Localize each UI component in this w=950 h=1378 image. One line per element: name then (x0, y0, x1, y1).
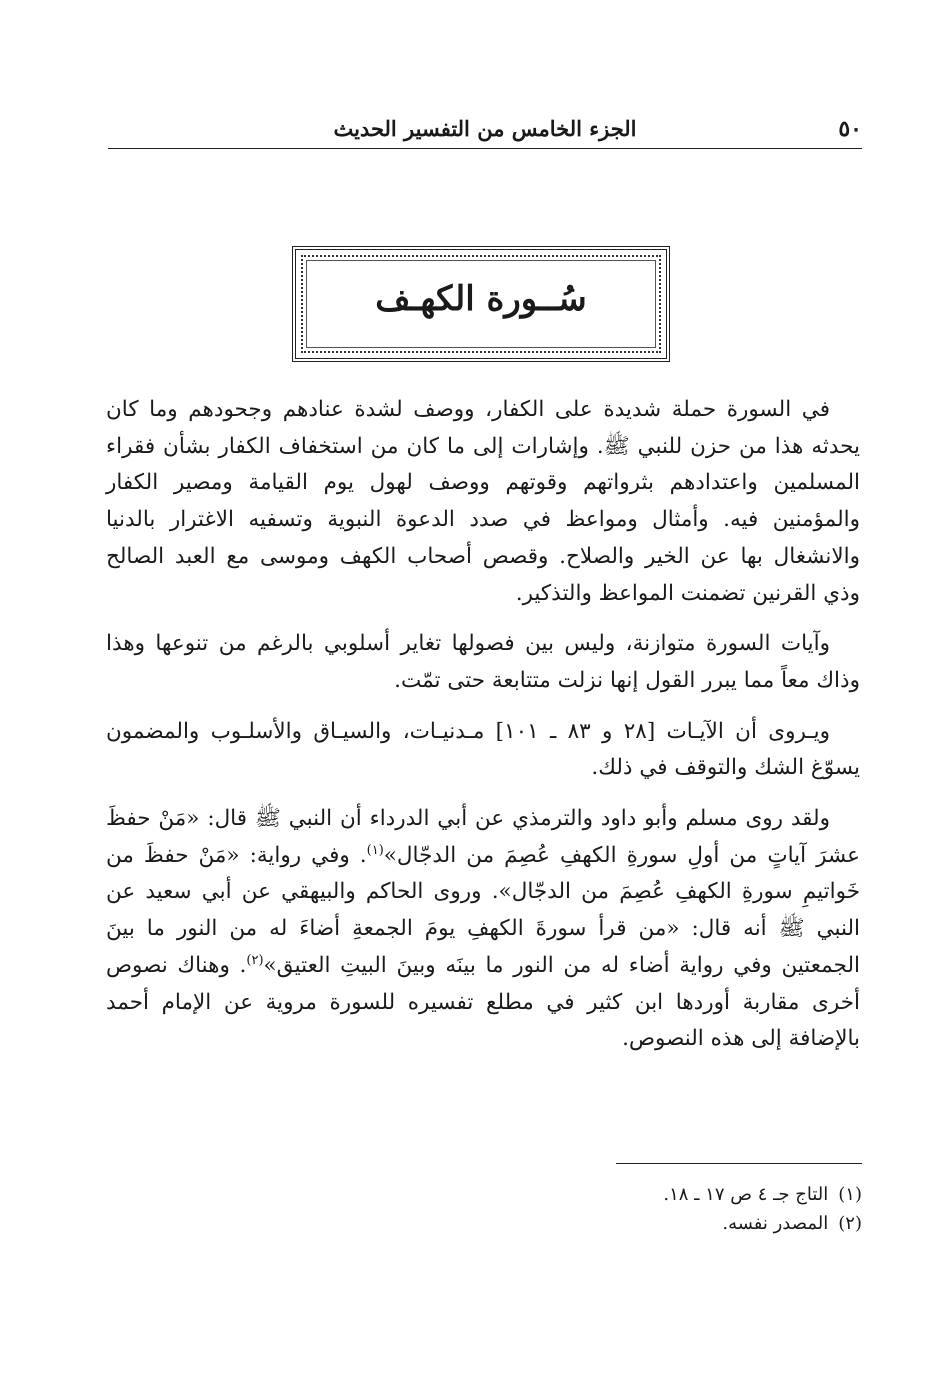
page-header (108, 106, 862, 149)
footnote-divider (616, 1163, 862, 1164)
footnote-ref-1[interactable]: (١) (366, 842, 384, 858)
paragraph-4-part-2: . وفي رواية: «مَنْ حفظَ من خَواتيمِ سورةِ الكهفِ عُصِمَ من الدجّال». وروى الحاكم والبيهقي عن أبي سعيد عن النبي ﷺ أنه قال: «من قرأ سورةَ الكهفِ يومَ الجمعةِ أضاءَ له من النور ما بينَ الجمعتين وفي رواية أضاء له من النور ما بينَه وبينَ البيتِ العتيق» (106, 842, 860, 978)
footnote-2 (500, 1209, 862, 1238)
footnote-1 (500, 1180, 862, 1209)
surah-title: سُــورة الكهـف (375, 279, 587, 319)
footnote-1-mark: (١) (838, 1184, 862, 1205)
surah-title-frame (292, 246, 670, 362)
footnote-2-text: المصدر نفسه. (722, 1213, 829, 1234)
paragraph-4 (106, 801, 860, 1058)
body-text (106, 392, 860, 1072)
paragraph-1: في السورة حملة شديدة على الكفار، ووصف لشدة عنادهم وجحودهم وما كان يحدثه هذا من حزن للنبي ﷺ. وإشارات إلى ما كان من استخفاف الكفار بشأن فقراء المسلمين واعتدادهم بثرواتهم وقوتهم ووصف لهول يوم القيامة ومصير الكفار والمؤمنين فيه. وأمثال ومواعظ في صدد الدعوة النبوية وتسفيه الاغترار بالدنيا والانشغال بها عن الخير والصلاح. وقصص أصحاب الكهف وموسى مع العبد الصالح وذي القرنين تضمنت المواعظ والتذكير. (106, 397, 860, 606)
footnote-1-text: التاج جـ ٤ ص ١٧ ـ ١٨. (663, 1184, 829, 1205)
paragraph-4-part-3: . وهناك نصوص أخرى مقاربة أوردها ابن كثير في مطلع تفسيره للسورة مروية عن الإمام أحمد بالإضافة إلى هذه النصوص. (106, 952, 860, 1052)
decorative-border (301, 255, 661, 353)
paragraph-4-part-1: ولقد روى مسلم وأبو داود والترمذي عن أبي الدرداء أن النبي ﷺ قال: «مَنْ حفظَ عشرَ آياتٍ من أولِ سورةِ الكهفِ عُصِمَ من الدجّال» (106, 806, 861, 868)
page-number: ٥٠ (838, 116, 862, 142)
paragraph-2: وآيات السورة متوازنة، وليس بين فصولها تغاير أسلوبي بالرغم من تنوعها وهذا وذاك معاً مما يبرر القول إنها نزلت متتابعة حتى تمّت. (106, 631, 860, 693)
footnote-2-mark: (٢) (838, 1213, 862, 1234)
footnote-ref-2[interactable]: (٢) (246, 952, 264, 968)
paragraph-3: ويـروى أن الآيـات [٢٨ و ٨٣ ـ ١٠١] مـدنيـات، والسيـاق والأسلـوب والمضمون يسوّغ الشك والتوقف في ذلك. (106, 718, 860, 781)
footnotes (500, 1180, 862, 1238)
running-title: الجزء الخامس من التفسير الحديث (333, 116, 637, 141)
